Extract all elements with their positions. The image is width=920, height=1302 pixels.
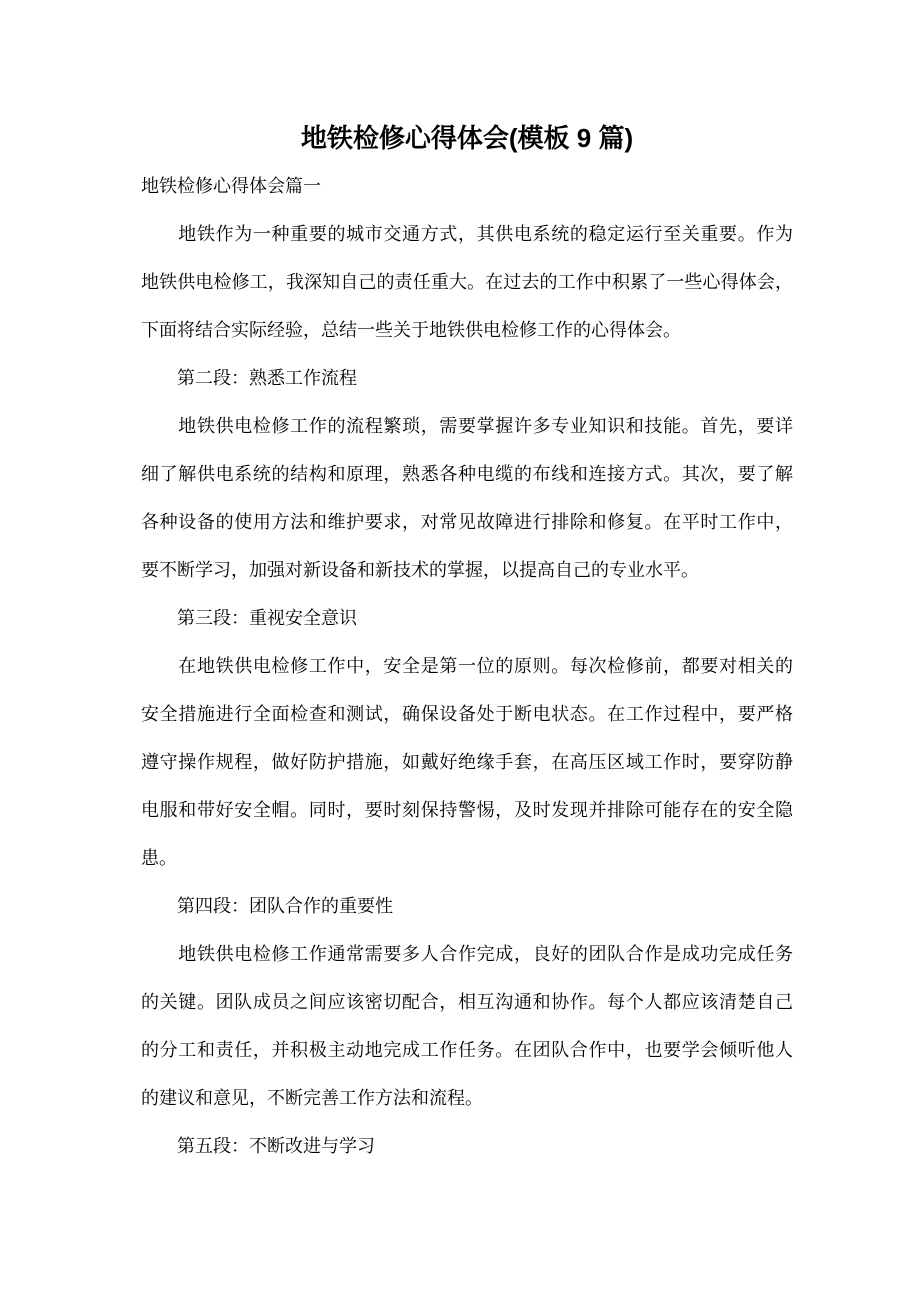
text-line: 地铁供电检修工作的流程繁琐，需要掌握许多专业知识和技能。首先，要详	[141, 416, 793, 436]
text-line: 第五段：不断改进与学习	[141, 1136, 375, 1156]
document-title: 地铁检修心得体会(模板 9 篇)	[300, 123, 634, 153]
text-line: 各种设备的使用方法和维护要求，对常见故障进行排除和修复。在平时工作中，	[141, 512, 793, 532]
text-line: 的关键。团队成员之间应该密切配合，相互沟通和协作。每个人都应该清楚自己	[141, 992, 793, 1012]
text-line: 下面将结合实际经验，总结一些关于地铁供电检修工作的心得体会。	[141, 320, 681, 340]
text-line: 地铁作为一种重要的城市交通方式，其供电系统的稳定运行至关重要。作为	[141, 224, 793, 244]
text-line: 细了解供电系统的结构和原理，熟悉各种电缆的布线和连接方式。其次，要了解	[141, 464, 793, 484]
text-line: 地铁供电检修工，我深知自己的责任重大。在过去的工作中积累了一些心得体会，	[141, 272, 793, 292]
text-line: 地铁检修心得体会篇一	[141, 176, 321, 196]
text-line: 安全措施进行全面检查和测试，确保设备处于断电状态。在工作过程中，要严格	[141, 704, 793, 724]
text-line: 要不断学习，加强对新设备和新技术的掌握，以提高自己的专业水平。	[141, 560, 699, 580]
document-content	[141, 114, 793, 1170]
text-line: 地铁供电检修工作通常需要多人合作完成，良好的团队合作是成功完成任务	[141, 944, 793, 964]
text-line: 遵守操作规程，做好防护措施，如戴好绝缘手套，在高压区域工作时，要穿防静	[141, 752, 793, 772]
text-line: 在地铁供电检修工作中，安全是第一位的原则。每次检修前，都要对相关的	[141, 656, 793, 676]
text-line: 第三段：重视安全意识	[141, 608, 357, 628]
text-line: 患。	[141, 848, 177, 868]
text-line: 第二段：熟悉工作流程	[141, 368, 357, 388]
text-line: 第四段：团队合作的重要性	[141, 896, 393, 916]
text-line: 的分工和责任，并积极主动地完成工作任务。在团队合作中，也要学会倾听他人	[141, 1040, 793, 1060]
document-body	[141, 162, 793, 1170]
text-line: 电服和带好安全帽。同时，要时刻保持警惕，及时发现并排除可能存在的安全隐	[141, 800, 793, 820]
text-line: 的建议和意见，不断完善工作方法和流程。	[141, 1088, 483, 1108]
